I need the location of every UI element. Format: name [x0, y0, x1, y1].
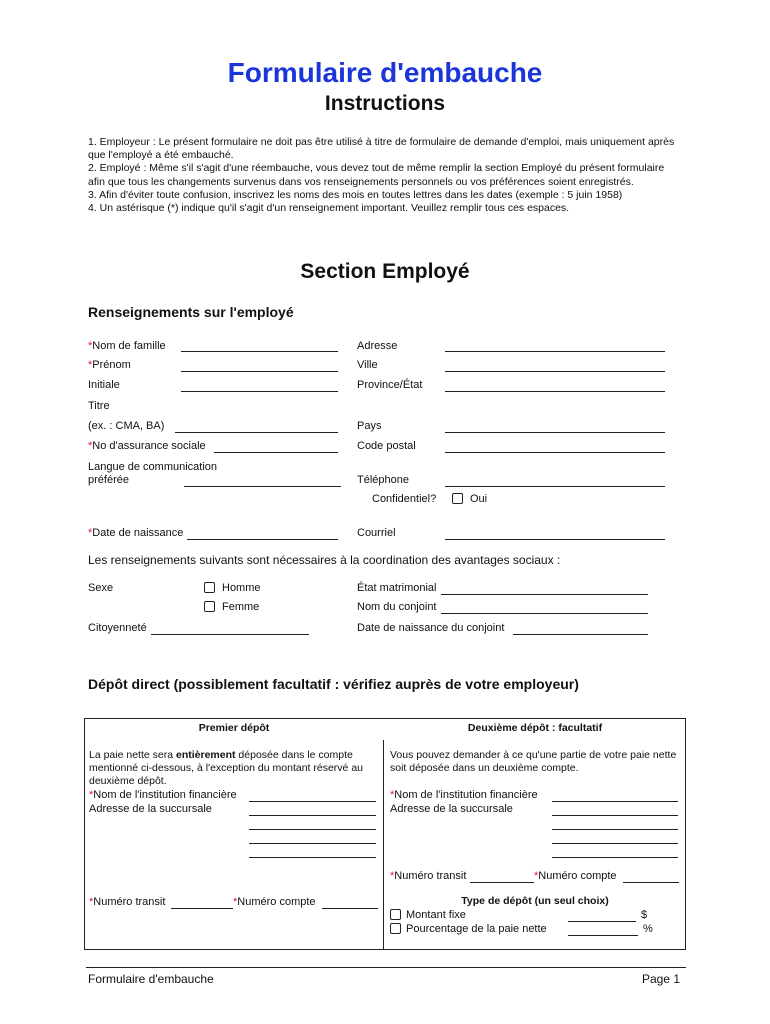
- column-divider: [383, 740, 384, 950]
- required-asterisk: *: [88, 359, 93, 371]
- address-field[interactable]: [445, 351, 665, 352]
- first-branch-field-1[interactable]: [249, 815, 376, 816]
- first-branch-label: Adresse de la succursale: [89, 803, 212, 815]
- spouse-name-label: Nom du conjoint: [357, 601, 437, 613]
- marital-status-label: État matrimonial: [357, 582, 437, 594]
- first-deposit-header: Premier dépôt: [198, 722, 270, 734]
- instruction-item: 1. Employeur : Le présent formulaire ne doit pas être utilisé à titre de formulaire de demande d'emploi, mais uniquement après que l'employé a été embauché.: [88, 136, 675, 162]
- percentage-label: Pourcentage de la paie nette: [406, 923, 547, 935]
- instruction-item: 4. Un astérisque (*) indique qu'il s'agit d'un renseignement important. Veuillez remplir tous ces espaces.: [88, 202, 570, 215]
- province-field[interactable]: [445, 391, 665, 392]
- birth-date-label: *Date de naissance: [88, 527, 184, 539]
- postal-code-label: Code postal: [357, 440, 416, 452]
- second-branch-field-3[interactable]: [552, 843, 678, 844]
- country-label: Pays: [357, 420, 382, 432]
- marital-status-field[interactable]: [441, 594, 648, 595]
- language-label: Langue de communication: [88, 461, 218, 473]
- title-label: Titre: [88, 400, 110, 412]
- sex-label: Sexe: [88, 582, 114, 594]
- instructions-list: [88, 136, 680, 215]
- footer-title: Formulaire d'embauche: [88, 972, 214, 986]
- spouse-birth-date-label: Date de naissance du conjoint: [357, 622, 505, 634]
- first-account-field[interactable]: [322, 908, 378, 909]
- confidential-yes-label: Oui: [470, 493, 488, 505]
- female-checkbox[interactable]: [204, 601, 215, 612]
- benefits-note: Les renseignements suivants sont nécessaires à la coordination des avantages sociaux :: [88, 553, 561, 567]
- form-title: Formulaire d'embauche: [227, 57, 543, 88]
- city-field[interactable]: [445, 371, 665, 372]
- second-account-field[interactable]: [623, 882, 679, 883]
- instruction-item: 3. Afin d'éviter toute confusion, inscrivez les noms des mois en toutes lettres dans les dates (exemple : 5 juin 1958): [88, 188, 623, 201]
- confidential-label: Confidentiel?: [372, 493, 437, 505]
- citizenship-field[interactable]: [151, 634, 309, 635]
- second-institution-field[interactable]: [552, 801, 678, 802]
- email-field[interactable]: [445, 539, 665, 540]
- fixed-amount-checkbox[interactable]: [390, 909, 401, 920]
- initial-label: Initiale: [88, 379, 120, 391]
- employee-info-heading: Renseignements sur l'employé: [88, 304, 294, 320]
- first-transit-label: *Numéro transit: [89, 896, 166, 908]
- second-branch-field-2[interactable]: [552, 829, 678, 830]
- postal-code-field[interactable]: [445, 452, 665, 453]
- fixed-amount-field[interactable]: [568, 921, 636, 922]
- section-title: Section Employé: [300, 260, 470, 283]
- instruction-item: 2. Employé : Même s'il s'agit d'une réembauche, vous devez tout de même remplir la section Employé du présent formulaire afin que tous les changements survenus dans vos renseignements personnels ou vos préférences soient enregistrés.: [88, 162, 665, 188]
- phone-label: Téléphone: [357, 474, 409, 486]
- title-field[interactable]: [175, 432, 338, 433]
- second-deposit-header: Deuxième dépôt : facultatif: [467, 722, 603, 734]
- required-asterisk: *: [88, 527, 93, 539]
- second-transit-label: *Numéro transit: [390, 870, 467, 882]
- spouse-name-field[interactable]: [441, 613, 648, 614]
- last-name-label: *Nom de famille: [88, 340, 166, 352]
- city-label: Ville: [357, 359, 378, 371]
- required-asterisk: *: [89, 896, 94, 908]
- first-branch-field-3[interactable]: [249, 843, 376, 844]
- first-branch-field-4[interactable]: [249, 857, 376, 858]
- second-transit-field[interactable]: [470, 882, 534, 883]
- first-institution-field[interactable]: [249, 801, 376, 802]
- sin-field[interactable]: [214, 452, 338, 453]
- required-asterisk: *: [233, 896, 238, 908]
- required-asterisk: *: [390, 789, 395, 801]
- second-branch-field-4[interactable]: [552, 857, 678, 858]
- first-name-label: *Prénom: [88, 359, 131, 371]
- province-label: Province/État: [357, 379, 423, 391]
- instructions-heading: Instructions: [324, 92, 446, 115]
- required-asterisk: *: [88, 440, 93, 452]
- email-label: Courriel: [357, 527, 396, 539]
- percentage-checkbox[interactable]: [390, 923, 401, 934]
- first-transit-field[interactable]: [171, 908, 233, 909]
- first-branch-field-2[interactable]: [249, 829, 376, 830]
- fixed-amount-label: Montant fixe: [406, 909, 466, 921]
- first-name-field[interactable]: [181, 371, 338, 372]
- last-name-field[interactable]: [181, 351, 338, 352]
- country-field[interactable]: [445, 432, 665, 433]
- percent-sign: %: [643, 923, 653, 935]
- first-deposit-description: La paie nette sera entièrement déposée dans le compte mentionné ci-dessous, à l'exception du montant réservé au deuxième dépôt.: [89, 749, 363, 788]
- first-account-label: *Numéro compte: [233, 896, 316, 908]
- phone-field[interactable]: [445, 486, 665, 487]
- initial-field[interactable]: [181, 391, 338, 392]
- second-account-label: *Numéro compte: [534, 870, 617, 882]
- second-branch-label: Adresse de la succursale: [390, 803, 513, 815]
- confidential-checkbox[interactable]: [452, 493, 463, 504]
- dollar-sign: $: [641, 909, 648, 921]
- male-label: Homme: [222, 582, 261, 594]
- page-number: Page 1: [641, 972, 680, 986]
- address-label: Adresse: [357, 340, 398, 352]
- sin-label: *No d'assurance sociale: [88, 440, 206, 452]
- second-branch-field-1[interactable]: [552, 815, 678, 816]
- deposit-type-heading: Type de dépôt (un seul choix): [461, 895, 609, 907]
- required-asterisk: *: [534, 870, 539, 882]
- second-institution-label: *Nom de l'institution financière: [390, 789, 538, 801]
- percentage-field[interactable]: [568, 935, 638, 936]
- second-deposit-description: Vous pouvez demander à ce qu'une partie de votre paie nette soit déposée dans un deuxième compte.: [390, 749, 677, 775]
- required-asterisk: *: [390, 870, 395, 882]
- title-example-label: (ex. : CMA, BA): [88, 420, 165, 432]
- citizenship-label: Citoyenneté: [88, 622, 147, 634]
- language-label-2: préférée: [88, 474, 129, 486]
- footer-divider: [86, 967, 686, 968]
- male-checkbox[interactable]: [204, 582, 215, 593]
- required-asterisk: *: [88, 340, 93, 352]
- spouse-birth-date-field[interactable]: [513, 634, 648, 635]
- language-field[interactable]: [184, 486, 341, 487]
- direct-deposit-heading: Dépôt direct (possiblement facultatif : vérifiez auprès de votre employeur): [88, 676, 579, 692]
- first-institution-label: *Nom de l'institution financière: [89, 789, 237, 801]
- required-asterisk: *: [89, 789, 94, 801]
- birth-date-field[interactable]: [187, 539, 338, 540]
- female-label: Femme: [222, 601, 260, 613]
